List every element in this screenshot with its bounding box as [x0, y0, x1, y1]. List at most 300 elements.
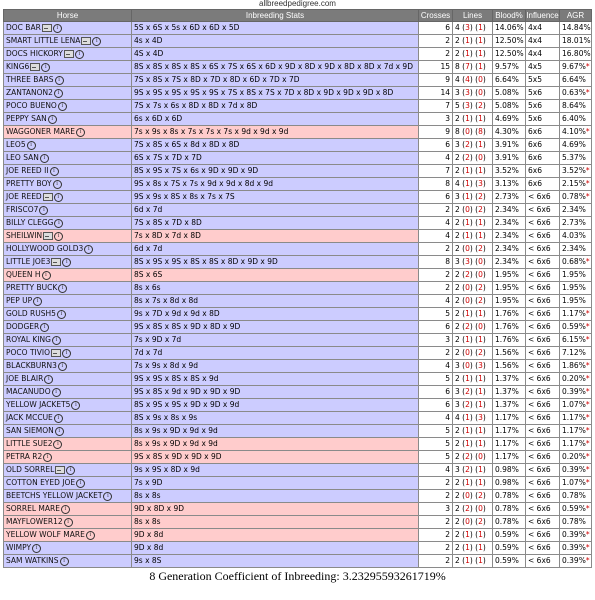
horse-cell — [4, 126, 132, 139]
horse-name-link[interactable]: PEPPY SAN — [6, 114, 47, 123]
agr-cell — [560, 217, 592, 230]
inbreeding-stats-cell: 9S x 9s x 8S x 8s x 7s x 7S — [132, 191, 419, 204]
chart-icon[interactable] — [51, 258, 61, 266]
agr-star: * — [585, 127, 590, 136]
agr-value: 1.95% — [562, 270, 586, 279]
agr-cell — [560, 542, 592, 555]
agr-value: 7.12% — [562, 348, 586, 357]
horse-name-link[interactable]: SAM WATKINS — [6, 556, 59, 565]
blood-percent-cell: 5.08% — [493, 100, 526, 113]
table-row — [4, 334, 592, 347]
blood-percent-cell: 2.34% — [493, 204, 526, 217]
table-row — [4, 321, 592, 334]
horse-name-link[interactable]: LEO SAN — [6, 153, 39, 162]
info-icon[interactable]: i — [58, 362, 67, 371]
horse-name-link[interactable]: HOLLYWOOD GOLD3 — [6, 244, 84, 253]
horse-name-link[interactable]: BLACKBURN3 — [6, 361, 57, 370]
horse-name-link[interactable]: COTTON EYED JOE — [6, 478, 76, 487]
lines-cell: 2 (1) (1) — [453, 217, 493, 230]
lines-sire-count: 2 — [465, 270, 470, 279]
blood-percent-cell: 1.17% — [493, 425, 526, 438]
chart-icon[interactable] — [51, 349, 61, 357]
info-icon[interactable]: i — [75, 50, 84, 59]
lines-cell: 2 (1) (1) — [453, 165, 493, 178]
horse-name-link[interactable]: KING6 — [6, 62, 30, 71]
table-row — [4, 516, 592, 529]
agr-star: * — [585, 387, 590, 396]
lines-dam-count: 1 — [478, 309, 483, 318]
horse-name-link[interactable]: SHEILWIN — [6, 231, 43, 240]
blood-percent-cell: 3.91% — [493, 152, 526, 165]
lines-total: 2 — [455, 530, 460, 539]
lines-cell: 2 (1) (1) — [453, 308, 493, 321]
header-lines[interactable]: Lines — [453, 10, 493, 22]
info-icon[interactable]: i — [41, 63, 50, 72]
inbreeding-stats-cell: 7S x 8S x 7S x 8D x 7D x 8D x 6D x 7D x 7D — [132, 74, 419, 87]
info-icon[interactable]: i — [54, 219, 63, 228]
info-icon[interactable]: i — [61, 505, 70, 514]
info-icon[interactable]: i — [52, 388, 61, 397]
agr-cell — [560, 529, 592, 542]
inbreeding-stats-cell: 9S x 8s x 7S x 7s x 9d x 9d x 8d x 9d — [132, 178, 419, 191]
lines-total: 2 — [455, 309, 460, 318]
horse-name-link[interactable]: OLD SORREL — [6, 465, 55, 474]
lines-sire-count: 2 — [465, 504, 470, 513]
lines-dam-count: 0 — [478, 452, 483, 461]
horse-name-link[interactable]: DOC BAR — [6, 23, 41, 32]
horse-name-link[interactable]: JOE REED II — [6, 166, 49, 175]
horse-name-link[interactable]: LITTLE SUE2 — [6, 439, 53, 448]
horse-name-link[interactable]: PRETTY BUCK — [6, 283, 58, 292]
lines-cell: 2 (2) (0) — [453, 152, 493, 165]
chart-icon[interactable] — [43, 193, 53, 201]
info-icon[interactable]: i — [52, 336, 61, 345]
agr-cell — [560, 204, 592, 217]
info-icon[interactable]: i — [53, 440, 62, 449]
inbreeding-stats-cell: 9D x 8d — [132, 542, 419, 555]
crosses-cell: 8 — [419, 178, 453, 191]
horse-name-link[interactable]: LEO5 — [6, 140, 26, 149]
lines-total: 3 — [455, 465, 460, 474]
blood-percent-cell: 0.59% — [493, 529, 526, 542]
lines-cell: 2 (0) (2) — [453, 347, 493, 360]
agr-value: 1.07% — [562, 478, 586, 487]
agr-star: * — [585, 361, 590, 370]
info-icon[interactable]: i — [76, 479, 85, 488]
chart-icon[interactable] — [81, 37, 91, 45]
info-icon[interactable]: i — [32, 544, 41, 553]
lines-dam-count: 1 — [478, 218, 483, 227]
lines-total: 3 — [455, 88, 460, 97]
horse-name-link[interactable]: DODGER — [6, 322, 40, 331]
lines-dam-count: 1 — [478, 335, 483, 344]
agr-value: 0.78% — [562, 192, 586, 201]
lines-total: 2 — [455, 439, 460, 448]
info-icon[interactable]: i — [76, 128, 85, 137]
horse-cell — [4, 100, 132, 113]
horse-name-link[interactable]: LITTLE JOE3 — [6, 257, 51, 266]
info-icon[interactable]: i — [62, 349, 71, 358]
lines-dam-count: 1 — [478, 387, 483, 396]
influence-cell: < 6x6 — [526, 295, 560, 308]
crosses-cell: 4 — [419, 295, 453, 308]
crosses-cell: 4 — [419, 217, 453, 230]
lines-dam-count: 0 — [478, 504, 483, 513]
lines-total: 2 — [455, 296, 460, 305]
horse-name-link[interactable]: GOLD RUSH5 — [6, 309, 56, 318]
agr-cell — [560, 230, 592, 243]
horse-name-link[interactable]: SAN SIEMON — [6, 426, 54, 435]
header-agr[interactable]: AGR — [560, 10, 592, 22]
horse-name-link[interactable]: ZANTANON2 — [6, 88, 53, 97]
lines-cell: 2 (1) (1) — [453, 542, 493, 555]
horse-cell — [4, 61, 132, 74]
influence-cell: < 6x6 — [526, 204, 560, 217]
horse-name-link[interactable]: YELLOW WOLF MARE — [6, 530, 85, 539]
crosses-cell: 6 — [419, 386, 453, 399]
horse-name-link[interactable]: SORREL MARE — [6, 504, 60, 513]
horse-cell — [4, 243, 132, 256]
lines-dam-count: 8 — [478, 127, 483, 136]
horse-name-link[interactable]: THREE BARS — [6, 75, 54, 84]
agr-value: 6.64% — [562, 75, 586, 84]
horse-name-link[interactable]: QUEEN H — [6, 270, 41, 279]
lines-dam-count: 2 — [478, 205, 483, 214]
lines-total: 2 — [455, 36, 460, 45]
horse-cell — [4, 204, 132, 217]
blood-percent-cell: 6.64% — [493, 74, 526, 87]
lines-dam-count: 1 — [478, 400, 483, 409]
info-icon[interactable]: i — [64, 518, 73, 527]
horse-name-link[interactable]: JACK MCCUE — [6, 413, 53, 422]
agr-star: * — [585, 556, 590, 565]
info-icon[interactable]: i — [55, 427, 64, 436]
lines-sire-count: 1 — [465, 309, 470, 318]
horse-cell — [4, 464, 132, 477]
horse-cell — [4, 139, 132, 152]
horse-name-link[interactable]: POCO BUENO — [6, 101, 57, 110]
lines-sire-count: 2 — [465, 153, 470, 162]
influence-cell: < 6x6 — [526, 334, 560, 347]
lines-sire-count: 1 — [465, 478, 470, 487]
lines-cell: 2 (1) (1) — [453, 35, 493, 48]
info-icon[interactable]: i — [57, 310, 66, 319]
lines-total: 3 — [455, 400, 460, 409]
chart-icon[interactable] — [30, 63, 40, 71]
info-icon[interactable]: i — [54, 232, 63, 241]
lines-sire-count: 2 — [465, 140, 470, 149]
chart-icon[interactable] — [64, 50, 74, 58]
inbreeding-stats-cell: 5S x 6S x 5s x 6D x 6D x 5D — [132, 22, 419, 35]
horse-cell — [4, 516, 132, 529]
horse-name-link[interactable]: PRETTY BOY — [6, 179, 52, 188]
table-row — [4, 373, 592, 386]
horse-name-link[interactable]: YELLOW JACKET5 — [6, 400, 71, 409]
table-row — [4, 139, 592, 152]
blood-percent-cell: 1.95% — [493, 282, 526, 295]
agr-value: 0.78% — [562, 491, 586, 500]
horse-cell — [4, 282, 132, 295]
info-icon[interactable]: i — [71, 401, 80, 410]
lines-cell: 2 (1) (1) — [453, 529, 493, 542]
table-row — [4, 490, 592, 503]
info-icon[interactable]: i — [92, 37, 101, 46]
horse-name-link[interactable]: MACANUDO — [6, 387, 51, 396]
lines-dam-count: 1 — [478, 465, 483, 474]
horse-cell — [4, 555, 132, 568]
blood-percent-cell: 2.34% — [493, 243, 526, 256]
info-icon[interactable]: i — [40, 323, 49, 332]
agr-cell — [560, 178, 592, 191]
info-icon[interactable]: i — [48, 115, 57, 124]
lines-cell: 2 (1) (1) — [453, 230, 493, 243]
crosses-cell: 2 — [419, 542, 453, 555]
lines-dam-count: 2 — [478, 192, 483, 201]
lines-sire-count: 1 — [465, 49, 470, 58]
info-icon[interactable]: i — [54, 193, 63, 202]
agr-cell — [560, 139, 592, 152]
url-bar[interactable]: allbreedpedigree.com — [259, 0, 336, 8]
horse-name-link[interactable]: ROYAL KING — [6, 335, 51, 344]
lines-total: 2 — [455, 335, 460, 344]
lines-cell: 2 (2) (0) — [453, 269, 493, 282]
table-row — [4, 438, 592, 451]
lines-total: 2 — [455, 205, 460, 214]
lines-total: 4 — [455, 413, 460, 422]
blood-percent-cell: 5.08% — [493, 87, 526, 100]
horse-name-link[interactable]: JOE BLAIR — [6, 374, 44, 383]
crosses-cell: 2 — [419, 529, 453, 542]
influence-cell: < 6x6 — [526, 477, 560, 490]
lines-dam-count: 0 — [478, 75, 483, 84]
lines-dam-count: 0 — [478, 270, 483, 279]
horse-name-link[interactable]: MAYFLOWER12 — [6, 517, 63, 526]
table-row — [4, 22, 592, 35]
horse-name-link[interactable]: SMART LITTLE LENA — [6, 36, 81, 45]
lines-dam-count: 0 — [478, 153, 483, 162]
agr-value: 6.40% — [562, 114, 586, 123]
inbreeding-stats-cell: 9S x 8S x 9D x 9D x 9D — [132, 451, 419, 464]
agr-cell — [560, 74, 592, 87]
inbreeding-stats-cell: 8S x 9S x 9S x 9D x 9D x 9d — [132, 399, 419, 412]
inbreeding-stats-cell: 8s x 6s — [132, 282, 419, 295]
blood-percent-cell: 1.37% — [493, 386, 526, 399]
table-row — [4, 178, 592, 191]
lines-cell: 2 (1) (1) — [453, 373, 493, 386]
table-row — [4, 152, 592, 165]
influence-cell: < 6x6 — [526, 230, 560, 243]
info-icon[interactable]: i — [62, 258, 71, 267]
horse-name-link[interactable]: POCO TIVIO — [6, 348, 50, 357]
agr-star: * — [585, 452, 590, 461]
inbreeding-stats-cell: 7S x 8S x 6S x 8d x 8D x 8D — [132, 139, 419, 152]
agr-cell — [560, 100, 592, 113]
info-icon[interactable]: i — [53, 24, 62, 33]
agr-cell — [560, 451, 592, 464]
horse-name-link[interactable]: PEP UP — [6, 296, 33, 305]
lines-cell: 2 (0) (2) — [453, 243, 493, 256]
lines-cell: 3 (2) (1) — [453, 399, 493, 412]
lines-dam-count: 3 — [478, 413, 483, 422]
horse-cell — [4, 347, 132, 360]
horse-cell — [4, 490, 132, 503]
lines-cell: 4 (1) (3) — [453, 412, 493, 425]
lines-cell: 3 (0) (3) — [453, 360, 493, 373]
lines-dam-count: 0 — [478, 88, 483, 97]
lines-dam-count: 1 — [478, 114, 483, 123]
crosses-cell: 6 — [419, 22, 453, 35]
horse-name-link[interactable]: BEETCHS YELLOW JACKET — [6, 491, 103, 500]
horse-cell — [4, 542, 132, 555]
table-row — [4, 191, 592, 204]
header-horse[interactable]: Horse — [4, 10, 132, 22]
header-inbreeding-stats[interactable]: Inbreeding Stats — [132, 10, 419, 22]
horse-cell — [4, 35, 132, 48]
agr-star: * — [585, 504, 590, 513]
lines-sire-count: 3 — [465, 23, 470, 32]
info-icon[interactable]: i — [54, 89, 63, 98]
crosses-cell: 2 — [419, 35, 453, 48]
agr-value: 1.86% — [562, 361, 586, 370]
chart-icon[interactable] — [42, 24, 52, 32]
horse-name-link[interactable]: PETRA R2 — [6, 452, 43, 461]
lines-cell: 3 (1) (2) — [453, 191, 493, 204]
header-influence[interactable]: Influence — [526, 11, 559, 20]
info-icon[interactable]: i — [58, 284, 67, 293]
info-icon[interactable]: i — [60, 557, 69, 566]
horse-name-link[interactable]: WAGGONER MARE — [6, 127, 76, 136]
table-row — [4, 399, 592, 412]
horse-name-link[interactable]: WIMPY — [6, 543, 32, 552]
blood-percent-cell: 0.98% — [493, 464, 526, 477]
lines-sire-count: 2 — [465, 400, 470, 409]
info-icon[interactable]: i — [84, 245, 93, 254]
influence-cell: < 6x6 — [526, 490, 560, 503]
lines-total: 3 — [455, 192, 460, 201]
inbreeding-stats-cell: 6d x 7d — [132, 204, 419, 217]
chart-icon[interactable] — [55, 466, 65, 474]
crosses-cell: 5 — [419, 451, 453, 464]
agr-cell — [560, 399, 592, 412]
info-icon[interactable]: i — [86, 531, 95, 540]
info-icon[interactable]: i — [55, 76, 64, 85]
agr-star: * — [585, 335, 590, 344]
inbreeding-stats-cell: 9s x 7D x 9d x 9d x 8D — [132, 308, 419, 321]
agr-value: 4.69% — [562, 140, 586, 149]
lines-sire-count: 1 — [465, 179, 470, 188]
table-row — [4, 347, 592, 360]
crosses-cell: 5 — [419, 438, 453, 451]
info-icon[interactable]: i — [42, 271, 51, 280]
influence-cell: < 6x6 — [526, 269, 560, 282]
info-icon[interactable]: i — [50, 167, 59, 176]
influence-cell: 4x5 — [526, 61, 560, 74]
lines-cell: 2 (1) (1) — [453, 113, 493, 126]
lines-sire-count: 7 — [465, 62, 470, 71]
lines-dam-count: 1 — [478, 140, 483, 149]
header-blood-percent[interactable]: Blood% — [493, 10, 526, 22]
lines-cell: 3 (2) (1) — [453, 464, 493, 477]
blood-percent-cell: 4.30% — [493, 126, 526, 139]
lines-sire-count: 1 — [465, 231, 470, 240]
info-icon[interactable]: i — [27, 141, 36, 150]
lines-cell: 4 (4) (0) — [453, 74, 493, 87]
header-crosses[interactable]: Crosses — [419, 10, 453, 22]
crosses-cell: 3 — [419, 503, 453, 516]
info-icon[interactable]: i — [103, 492, 112, 501]
agr-value: 0.78% — [562, 517, 586, 526]
horse-name-link[interactable]: DOCS HICKORY — [6, 49, 63, 58]
agr-star: * — [585, 179, 590, 188]
horse-cell — [4, 334, 132, 347]
blood-percent-cell: 0.59% — [493, 555, 526, 568]
agr-value: 0.39% — [562, 387, 586, 396]
lines-cell: 2 (0) (2) — [453, 204, 493, 217]
influence-cell: < 6x6 — [526, 308, 560, 321]
crosses-cell: 2 — [419, 269, 453, 282]
influence-cell: < 6x6 — [526, 464, 560, 477]
influence-cell: < 6x6 — [526, 425, 560, 438]
horse-name-link[interactable]: FRISCO7 — [6, 205, 39, 214]
inbreeding-stats-cell: 4s x 4D — [132, 35, 419, 48]
horse-name-link[interactable]: BILLY CLEGG — [6, 218, 54, 227]
info-icon[interactable]: i — [33, 297, 42, 306]
lines-total: 3 — [455, 361, 460, 370]
horse-cell — [4, 529, 132, 542]
influence-cell: < 6x6 — [526, 529, 560, 542]
lines-total: 2 — [455, 504, 460, 513]
info-icon[interactable]: i — [44, 375, 53, 384]
lines-total: 5 — [455, 101, 460, 110]
lines-total: 2 — [455, 491, 460, 500]
agr-star: * — [585, 192, 590, 201]
table-row — [4, 451, 592, 464]
chart-icon[interactable] — [43, 232, 53, 240]
horse-cell — [4, 308, 132, 321]
lines-dam-count: 2 — [478, 491, 483, 500]
info-icon[interactable]: i — [54, 414, 63, 423]
lines-cell: 2 (2) (0) — [453, 321, 493, 334]
info-icon[interactable]: i — [39, 206, 48, 215]
table-row — [4, 74, 592, 87]
agr-star: * — [585, 62, 590, 71]
coefficient-of-inbreeding: 8 Generation Coefficient of Inbreeding: 3.23295593261719% — [149, 569, 446, 583]
info-icon[interactable]: i — [66, 466, 75, 475]
lines-sire-count: 0 — [465, 127, 470, 136]
horse-cell — [4, 74, 132, 87]
lines-dam-count: 1 — [478, 543, 483, 552]
influence-cell: 5x6 — [526, 113, 560, 126]
influence-cell: < 6x6 — [526, 373, 560, 386]
table-row — [4, 386, 592, 399]
lines-total: 2 — [455, 374, 460, 383]
blood-percent-cell: 2.73% — [493, 191, 526, 204]
blood-percent-cell: 3.52% — [493, 165, 526, 178]
agr-star: * — [585, 530, 590, 539]
lines-cell: 3 (3) (0) — [453, 87, 493, 100]
inbreeding-stats-cell: 8s x 8s — [132, 516, 419, 529]
agr-cell — [560, 61, 592, 74]
table-row — [4, 425, 592, 438]
info-icon[interactable]: i — [40, 154, 49, 163]
lines-cell: 2 (0) (2) — [453, 516, 493, 529]
horse-name-link[interactable]: JOE REED — [6, 192, 42, 201]
lines-total: 2 — [455, 153, 460, 162]
influence-cell: < 6x6 — [526, 542, 560, 555]
info-icon[interactable]: i — [43, 453, 52, 462]
info-icon[interactable]: i — [53, 180, 62, 189]
info-icon[interactable]: i — [58, 102, 67, 111]
